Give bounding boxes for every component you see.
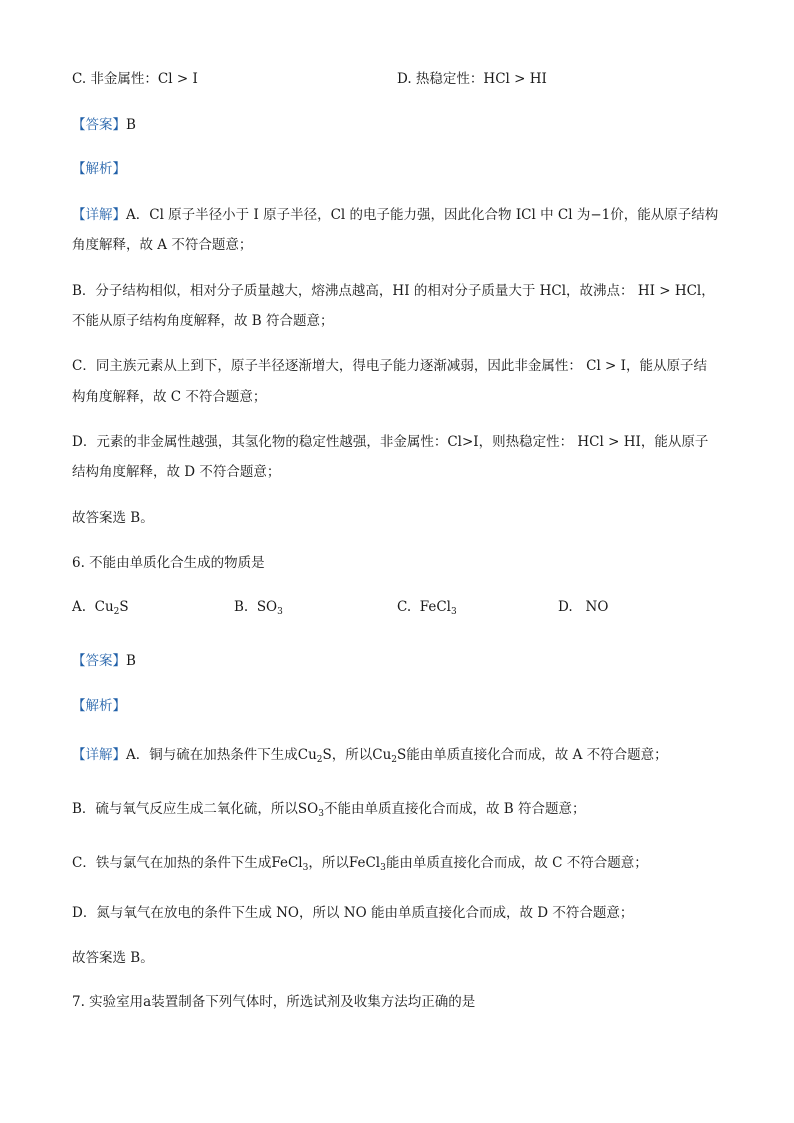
option-6d	[558, 599, 608, 615]
text-seg: ，所以	[308, 855, 349, 871]
option-6b-label: B.	[234, 599, 249, 615]
analysis-tag: 【解析】	[72, 698, 126, 714]
detail-2-line-b	[72, 797, 586, 817]
answer-2	[72, 649, 136, 669]
option-6c-sub: 3	[451, 607, 457, 617]
summary-2: 故答案选 B。	[72, 950, 154, 966]
formula-cu2s: Cu	[372, 747, 392, 763]
text-seg: 能由单质直接化合而成，故 A 不符合题意；	[406, 747, 668, 763]
formula-sub: 3	[318, 809, 324, 819]
option-6c-label: C.	[397, 599, 412, 615]
formula-fecl3: FeCl	[348, 855, 381, 871]
option-6b-sub: 3	[277, 607, 283, 617]
answer-value: B	[126, 117, 136, 133]
question-6: 6. 不能由单质化合生成的物质是	[72, 555, 265, 571]
text-seg: 不能由单质直接化合而成，故 B 符合题意；	[323, 801, 586, 817]
formula-sub: 3	[380, 863, 386, 873]
option-6a-tail: S	[119, 599, 129, 615]
detail-d-line-2: 结构角度解释，故 D 不符合题意；	[72, 464, 281, 480]
formula-cu2s: Cu	[297, 747, 317, 763]
answer-tag: 【答案】	[72, 653, 126, 669]
formula-sub: 3	[302, 863, 309, 873]
option-d-line: D. 热稳定性：HCl > HI	[397, 71, 547, 87]
option-6c	[397, 599, 457, 615]
option-6a-sub: 2	[113, 607, 120, 617]
formula-sub: 2	[316, 755, 323, 765]
detail-b-line-2: 不能从原子结构角度解释，故 B 符合题意；	[72, 313, 334, 329]
formula-fecl3: FeCl	[271, 855, 303, 871]
formula-tail: S	[397, 747, 407, 763]
detail-c-line-2: 构角度解释，故 C 不符合题意；	[72, 389, 267, 405]
detail-c-line-1: C．同主族元素从上到下，原子半径逐渐增大，得电子能力逐渐减弱，因此非金属性： Cl > I，能从原子结	[72, 358, 707, 374]
detail-1-line-2: 角度解释，故 A 不符合题意；	[72, 237, 253, 253]
detail-2-line-d: D．氮与氧气在放电的条件下生成 NO，所以 NO 能由单质直接化合而成，故 D 不符合题意；	[72, 905, 634, 921]
detail-text: A．Cl 原子半径小于 I 原子半径，Cl 的电子能力强，因此化合物 ICl 中 Cl 为−1价，能从原子结构	[126, 207, 719, 223]
option-6d-base: NO	[585, 599, 609, 615]
formula-sub: 2	[391, 755, 398, 765]
detail-tag: 【详解】	[72, 747, 126, 763]
text-seg: C．铁与氯气在加热的条件下生成	[72, 855, 272, 871]
question-7: 7. 实验室用a装置制备下列气体时，所选试剂及收集方法均正确的是	[72, 994, 476, 1010]
formula-so3: SO	[297, 801, 319, 817]
text-seg: ，所以	[331, 747, 373, 763]
option-6a-label: A.	[72, 599, 87, 615]
option-6b-base: SO	[256, 599, 278, 615]
text-seg: B．硫与氧气反应生成二氧化硫，所以	[72, 801, 298, 817]
detail-tag: 【详解】	[72, 207, 126, 223]
summary-1: 故答案选 B。	[72, 510, 154, 526]
option-6a	[72, 599, 129, 615]
answer-1	[72, 113, 136, 133]
answer-tag: 【答案】	[72, 117, 126, 133]
text-seg: 能由单质直接化合而成，故 C 不符合题意；	[385, 855, 648, 871]
detail-2-line-a	[72, 743, 668, 763]
formula-tail: S	[322, 747, 332, 763]
option-6c-base: FeCl	[419, 599, 451, 615]
text-seg: A．铜与硫在加热条件下生成	[126, 747, 298, 763]
detail-b-line-1: B．分子结构相似，相对分子质量越大，熔沸点越高，HI 的相对分子质量大于 HCl，故沸点： HI > HCl，	[72, 283, 715, 299]
detail-d-line-1: D．元素的非金属性越强，其氢化物的稳定性越强，非金属性：Cl>I，则热稳定性： HCl > HI，能从原子	[72, 434, 709, 450]
detail-1-line-1	[72, 203, 718, 223]
option-c-line: C. 非金属性：Cl > I	[72, 71, 198, 87]
option-6a-base: Cu	[94, 599, 114, 615]
detail-2-line-c	[72, 851, 648, 871]
analysis-tag: 【解析】	[72, 161, 126, 177]
option-6b	[234, 599, 283, 615]
answer-value: B	[126, 653, 136, 669]
option-6d-label: D.	[558, 599, 573, 615]
